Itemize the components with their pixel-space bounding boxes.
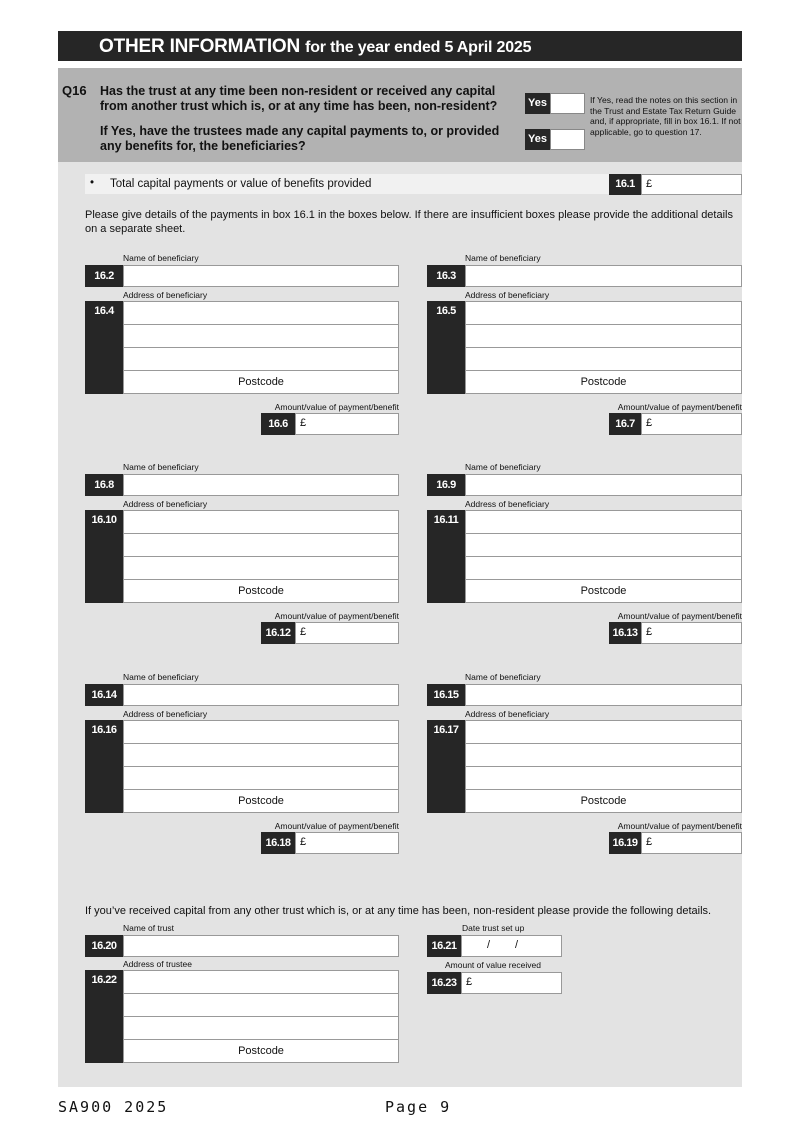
beneficiary-address-line-2[interactable] [465,533,742,557]
box-number-16-21: 16.21 [427,935,461,957]
amount-caption: Amount/value of payment/benefit [274,402,399,412]
beneficiary-name-caption: Name of beneficiary [465,672,541,682]
amount-received-caption: Amount of value received [445,960,541,970]
instructions: Please give details of the payments in box 16.1 in the boxes below. If there are insufficient boxes please provide the additional details on a separate sheet. [85,209,733,235]
date-caption: Date trust set up [462,923,525,933]
beneficiary-name-caption: Name of beneficiary [123,462,199,472]
beneficiary-postcode-field[interactable] [123,370,399,394]
section-title-sub: for the year ended 5 April 2025 [305,39,532,56]
bullet: • [90,177,95,189]
yes-label-2: Yes [525,129,550,150]
beneficiary-address-caption: Address of beneficiary [123,499,208,509]
currency-symbol: £ [646,178,653,190]
box-number-16-16: 16.16 [85,720,123,813]
other-trust-intro: If you’ve received capital from any other trust which is, or at any time has been, non-resident please provide the following details. [85,905,712,917]
beneficiary-name-field[interactable] [123,684,399,706]
amount-received-field[interactable] [461,972,562,994]
trustee-address-line-3[interactable] [123,1016,399,1040]
box-number-16-5: 16.5 [427,301,465,394]
box-number-16-15: 16.15 [427,684,465,706]
amount-field[interactable] [295,413,399,435]
form-id: SA900 2025 [58,1098,169,1116]
section-title-main: OTHER INFORMATION [99,36,301,57]
postcode-label: Postcode [238,795,284,807]
beneficiary-address-line-2[interactable] [465,324,742,348]
box-number-16-19: 16.19 [609,832,641,854]
box-number-16-6: 16.6 [261,413,295,435]
beneficiary-address-line-3[interactable] [123,766,399,790]
beneficiary-name-field[interactable] [123,265,399,287]
box-number-16-18: 16.18 [261,832,295,854]
beneficiary-address-line-3[interactable] [123,556,399,580]
yes-checkbox-2[interactable] [550,129,585,150]
beneficiary-postcode-field[interactable] [123,789,399,813]
beneficiary-address-line-1[interactable] [123,510,399,534]
amount-caption: Amount/value of payment/benefit [274,821,399,831]
currency-symbol: £ [646,626,653,638]
box-number-16-14: 16.14 [85,684,123,706]
currency-symbol: £ [300,626,307,638]
beneficiary-name-field[interactable] [123,474,399,496]
postcode-label: Postcode [238,1045,284,1057]
box-number-16-10: 16.10 [85,510,123,603]
trustee-address-line-2[interactable] [123,993,399,1017]
beneficiary-address-caption: Address of beneficiary [123,709,208,719]
postcode-label: Postcode [580,795,627,807]
beneficiary-address-line-3[interactable] [465,347,742,371]
q16-question-2: If Yes, have the trustees made any capital payments to, or provided any benefits for, the beneficiaries? [100,124,500,153]
page-number: Page 9 [385,1098,452,1116]
trust-name-field[interactable] [123,935,399,957]
trustee-address-caption: Address of trustee [123,959,192,969]
amount-caption: Amount/value of payment/benefit [274,611,399,621]
currency-symbol: £ [466,976,473,988]
beneficiary-address-caption: Address of beneficiary [123,290,208,300]
beneficiary-postcode-field[interactable] [465,579,742,603]
postcode-label: Postcode [580,585,627,597]
box-number-16-13: 16.13 [609,622,641,644]
postcode-label: Postcode [238,376,284,388]
box-number-16-9: 16.9 [427,474,465,496]
question-number: Q16 [62,83,87,98]
beneficiary-name-caption: Name of beneficiary [123,253,199,263]
currency-symbol: £ [300,417,307,429]
currency-symbol: £ [646,836,653,848]
trustee-address-line-1[interactable] [123,970,399,994]
section-header [58,31,742,61]
beneficiary-address-line-1[interactable] [123,301,399,325]
section-title [99,36,531,58]
date-trust-set-up-field[interactable] [461,935,562,957]
beneficiary-address-line-1[interactable] [465,510,742,534]
beneficiary-address-line-1[interactable] [123,720,399,744]
beneficiary-address-caption: Address of beneficiary [465,499,550,509]
box-number-16-11: 16.11 [427,510,465,603]
beneficiary-address-line-3[interactable] [465,556,742,580]
trustee-postcode-field[interactable] [123,1039,399,1063]
yes-label-1: Yes [525,93,550,114]
box-number-16-23: 16.23 [427,972,461,994]
q16-question-1: Has the trust at any time been non-resident or received any capital from another trust which is, or at any time has been, non-resident? [100,84,498,113]
box-number-16-3: 16.3 [427,265,465,287]
beneficiary-address-caption: Address of beneficiary [465,709,550,719]
box-number-16-1: 16.1 [609,174,641,195]
postcode-label: Postcode [580,376,627,388]
beneficiary-address-line-3[interactable] [465,766,742,790]
currency-symbol: £ [646,417,653,429]
amount-field[interactable] [641,413,742,435]
amount-field[interactable] [641,832,742,854]
box-number-16-17: 16.17 [427,720,465,813]
box-number-16-7: 16.7 [609,413,641,435]
amount-field[interactable] [295,622,399,644]
beneficiary-name-caption: Name of beneficiary [123,672,199,682]
amount-caption: Amount/value of payment/benefit [617,611,742,621]
box-number-16-20: 16.20 [85,935,123,957]
beneficiary-postcode-field[interactable] [465,789,742,813]
date-separator-1: / [487,939,491,951]
beneficiary-name-field[interactable] [465,474,742,496]
total-amount-field[interactable] [641,174,742,195]
amount-field[interactable] [641,622,742,644]
beneficiary-address-line-2[interactable] [123,743,399,767]
beneficiary-address-line-2[interactable] [465,743,742,767]
beneficiary-address-caption: Address of beneficiary [465,290,550,300]
amount-field[interactable] [295,832,399,854]
beneficiary-name-field[interactable] [465,684,742,706]
date-separator-2: / [515,939,519,951]
beneficiary-name-caption: Name of beneficiary [465,462,541,472]
currency-symbol: £ [300,836,307,848]
total-label: Total capital payments or value of benefits provided [110,178,372,190]
beneficiary-postcode-field[interactable] [465,370,742,394]
beneficiary-address-line-1[interactable] [465,301,742,325]
beneficiary-name-caption: Name of beneficiary [465,253,541,263]
yes-checkbox-1[interactable] [550,93,585,114]
trust-name-caption: Name of trust [123,923,175,933]
beneficiary-address-line-3[interactable] [123,347,399,371]
amount-caption: Amount/value of payment/benefit [617,402,742,412]
amount-caption: Amount/value of payment/benefit [617,821,742,831]
beneficiary-address-line-1[interactable] [465,720,742,744]
box-number-16-4: 16.4 [85,301,123,394]
q16-note: If Yes, read the notes on this section in the Trust and Estate Tax Return Guide and, if appropriate, fill in box 16.1. If not applicable, go to question 17. [590,95,741,137]
box-number-16-22: 16.22 [85,970,123,1063]
beneficiary-name-field[interactable] [465,265,742,287]
beneficiary-postcode-field[interactable] [123,579,399,603]
box-number-16-2: 16.2 [85,265,123,287]
box-number-16-12: 16.12 [261,622,295,644]
box-number-16-8: 16.8 [85,474,123,496]
beneficiary-address-line-2[interactable] [123,324,399,348]
postcode-label: Postcode [238,585,284,597]
beneficiary-address-line-2[interactable] [123,533,399,557]
